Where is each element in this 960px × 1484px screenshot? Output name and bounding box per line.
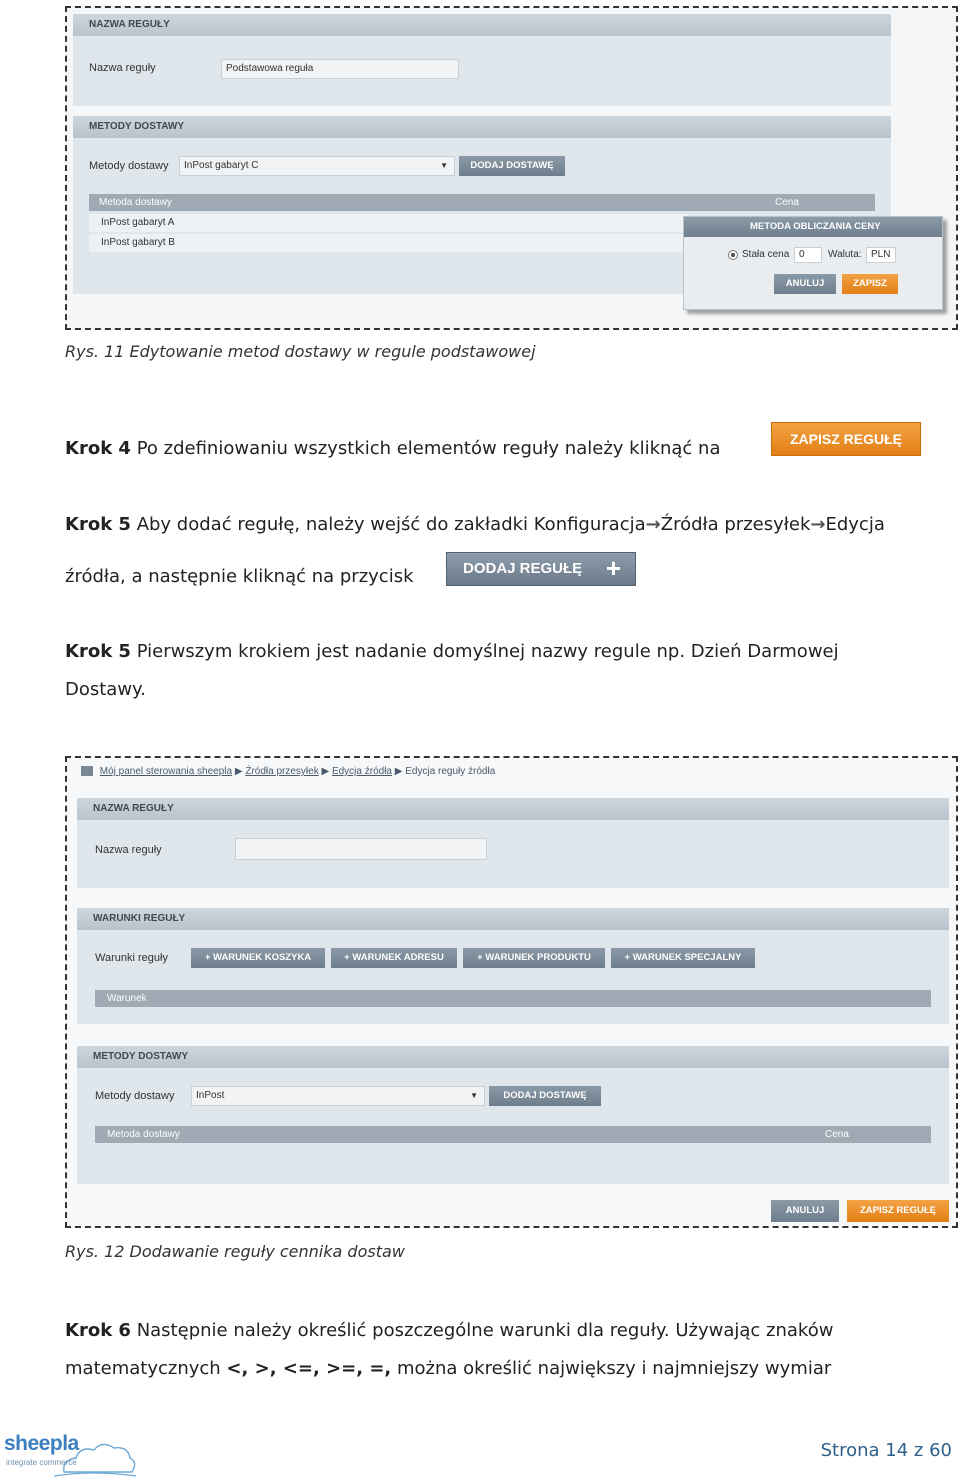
- select-value: InPost gabaryt C: [184, 160, 259, 171]
- path-segment: Edycja: [825, 514, 885, 535]
- section-rule-name: [73, 14, 891, 106]
- delivery-method-select[interactable]: [191, 1086, 485, 1106]
- step4-text: [65, 438, 720, 459]
- chevron-right-icon: ▶: [234, 766, 246, 777]
- rule-name-input[interactable]: [235, 838, 487, 860]
- step-number: Krok 5: [65, 514, 131, 535]
- col-price: Cena: [825, 1129, 849, 1140]
- chevron-right-icon: ▶: [321, 766, 332, 777]
- section-rule-conditions: [77, 908, 949, 1024]
- step5a-line2: źródła, a następnie kliknąć na przycisk: [65, 566, 414, 587]
- save-rule-button[interactable]: ZAPISZ REGUŁĘ: [771, 422, 921, 456]
- step-description: Po zdefiniowaniu wszystkich elementów reguły należy kliknąć na: [136, 438, 721, 459]
- rule-name-label: Nazwa reguły: [95, 844, 162, 856]
- delivery-methods-label: Metody dostawy: [95, 1090, 175, 1102]
- col-method: Metoda dostawy: [107, 1129, 180, 1140]
- select-value: InPost: [196, 1090, 225, 1101]
- section-heading: WARUNKI REGUŁY: [77, 908, 949, 930]
- figure-caption: Rys. 12 Dodawanie reguły cennika dostaw: [65, 1242, 405, 1261]
- arrow-right-icon: →: [645, 514, 661, 535]
- figure-caption: Rys. 11 Edytowanie metod dostawy w regule podstawowej: [65, 342, 536, 361]
- save-button[interactable]: ZAPISZ: [842, 274, 898, 294]
- plus-icon: +: [605, 553, 621, 583]
- page-number: Strona 14 z 60: [820, 1440, 952, 1461]
- home-icon: [81, 766, 93, 776]
- step6-line2: [65, 1358, 831, 1379]
- add-delivery-button[interactable]: DODAJ DOSTAWĘ: [489, 1086, 601, 1106]
- section-heading: METODY DOSTAWY: [77, 1046, 949, 1068]
- screenshot-add-rule: [65, 756, 958, 1228]
- math-operators: <, >, <=, >=, =,: [226, 1358, 392, 1379]
- col-price: Cena: [775, 197, 799, 208]
- conditions-label: Warunki reguły: [95, 952, 168, 964]
- delivery-table-header: [89, 194, 875, 211]
- step5a-line1: [65, 514, 885, 535]
- step5b-line2: Dostawy.: [65, 679, 146, 700]
- add-rule-button[interactable]: [446, 552, 636, 586]
- step6-line1: [65, 1320, 833, 1341]
- add-address-condition-button[interactable]: + WARUNEK ADRESU: [331, 948, 457, 968]
- cancel-button[interactable]: ANULUJ: [771, 1200, 839, 1222]
- add-rule-label: DODAJ REGUŁĘ: [463, 560, 583, 577]
- table-row[interactable]: InPost gabaryt A: [89, 214, 689, 232]
- cancel-button[interactable]: ANULUJ: [774, 274, 836, 294]
- popup-title: METODA OBLICZANIA CENY: [684, 217, 942, 237]
- step-description: Następnie należy określić poszczególne warunki dla reguły. Używając znaków: [136, 1320, 834, 1341]
- fixed-price-label: Stała cena: [742, 249, 790, 260]
- delivery-methods-label: Metody dostawy: [89, 160, 169, 172]
- step-number: Krok 5: [65, 641, 131, 662]
- sheepla-logo: [4, 1432, 144, 1480]
- col-method: Metoda dostawy: [99, 197, 172, 208]
- breadcrumb-current: Edycja reguły źródła: [405, 766, 496, 777]
- delivery-method-select[interactable]: [179, 156, 455, 176]
- breadcrumb-link[interactable]: Mój panel sterowania sheepla: [99, 766, 233, 777]
- price-method-popup: [683, 216, 943, 310]
- footer: [0, 1418, 960, 1484]
- radio-fixed-price[interactable]: [728, 250, 738, 260]
- rule-name-label: Nazwa reguły: [89, 62, 156, 74]
- arrow-right-icon: →: [810, 514, 826, 535]
- section-heading: NAZWA REGUŁY: [73, 14, 891, 36]
- logo-wordmark: sheepla: [4, 1432, 79, 1455]
- step-description: Pierwszym krokiem jest nadanie domyślnej nazwy regule np. Dzień Darmowej: [136, 641, 839, 662]
- section-delivery-methods: [77, 1046, 949, 1184]
- currency-label: Waluta:: [828, 249, 862, 260]
- breadcrumb: [81, 766, 495, 777]
- step-description: matematycznych: [65, 1358, 221, 1379]
- add-cart-condition-button[interactable]: + WARUNEK KOSZYKA: [191, 948, 325, 968]
- path-segment: Źródła przesyłek: [660, 514, 811, 535]
- breadcrumb-link[interactable]: Edycja źródła: [331, 766, 392, 777]
- chevron-down-icon: ▼: [470, 1091, 478, 1100]
- step-number: Krok 6: [65, 1320, 131, 1341]
- add-special-condition-button[interactable]: + WARUNEK SPECJALNY: [611, 948, 755, 968]
- section-heading: METODY DOSTAWY: [73, 116, 891, 138]
- breadcrumb-link[interactable]: Źródła przesyłek: [245, 766, 319, 777]
- section-heading: NAZWA REGUŁY: [77, 798, 949, 820]
- step-description: można określić największy i najmniejszy wymiar: [397, 1358, 832, 1379]
- delivery-table-header: [95, 1126, 931, 1143]
- chevron-down-icon: ▼: [440, 161, 448, 170]
- conditions-table-header: Warunek: [95, 990, 931, 1007]
- chevron-right-icon: ▶: [394, 766, 406, 777]
- section-rule-name: [77, 798, 949, 888]
- step-number: Krok 4: [65, 438, 131, 459]
- add-product-condition-button[interactable]: + WARUNEK PRODUKTU: [463, 948, 605, 968]
- add-delivery-button[interactable]: DODAJ DOSTAWĘ: [459, 156, 565, 176]
- currency-input[interactable]: PLN: [866, 247, 896, 263]
- logo-tagline: integrate commerce: [6, 1458, 77, 1467]
- save-rule-button[interactable]: ZAPISZ REGUŁĘ: [847, 1200, 949, 1222]
- screenshot-edit-rule: [65, 6, 958, 330]
- table-row[interactable]: InPost gabaryt B: [89, 234, 689, 252]
- step5b-line1: [65, 641, 839, 662]
- fixed-price-input[interactable]: 0: [794, 247, 822, 263]
- step-description: Aby dodać regułę, należy wejść do zakładki Konfiguracja: [136, 514, 646, 535]
- rule-name-input[interactable]: Podstawowa reguła: [221, 59, 459, 79]
